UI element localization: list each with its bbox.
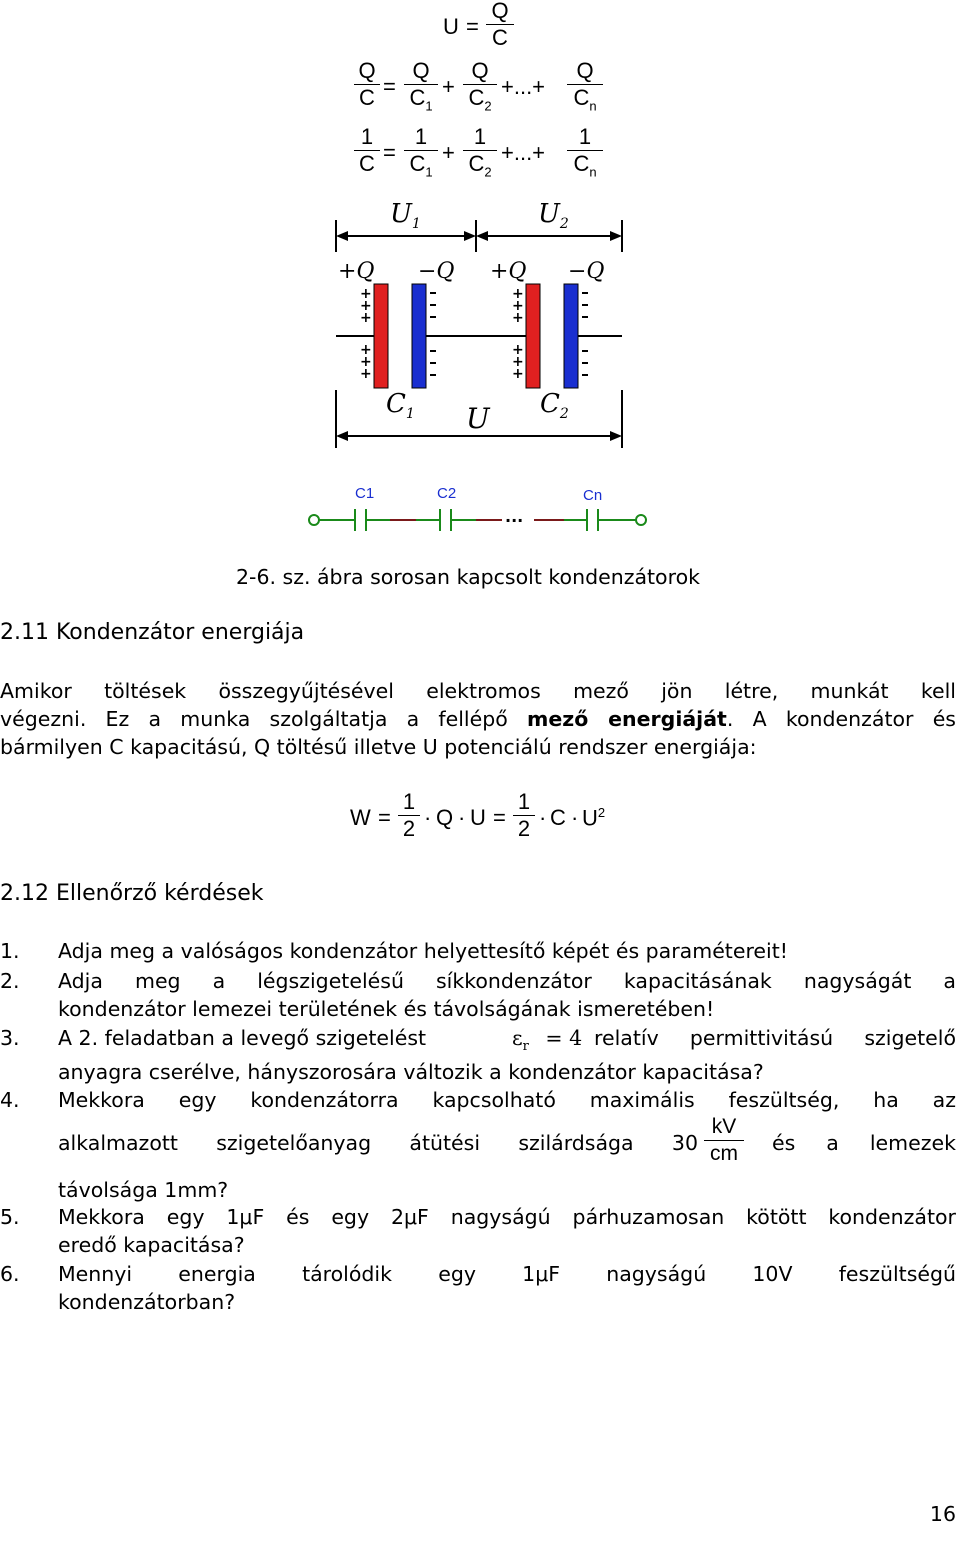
question-3: [0, 1024, 960, 1088]
equals-sign: =: [466, 14, 479, 39]
question-text: anyagra cserélve, hányszorosára változik a kondenzátor kapacitása?: [58, 1060, 764, 1084]
equals-sign: =: [383, 74, 396, 99]
question-number: 3.: [0, 1026, 20, 1050]
question-text: távolsága 1mm?: [58, 1178, 229, 1202]
fraction-numerator: 1: [473, 124, 487, 149]
plus-sign: +: [442, 140, 455, 165]
capacitor-c2-positive-plate: [526, 284, 540, 388]
paragraph-line: bármilyen C kapacitású, Q töltésű illetve U potenciálú rendszer energiája:: [0, 735, 757, 759]
fraction-numerator: 1: [402, 789, 416, 814]
paragraph-line: végezni. Ez a munka szolgáltatja a fellépő mező energiáját. A kondenzátor és: [0, 707, 956, 731]
fraction-denominator: 2: [402, 816, 416, 841]
svg-text:+: +: [360, 298, 372, 314]
fraction-numerator: 1: [517, 789, 531, 814]
fraction-half: [513, 789, 535, 842]
formula-u: U: [470, 805, 486, 830]
question-text: Mennyi energia tárolódik egy 1μF nagyságú 10V feszültségű: [58, 1262, 956, 1286]
section-title-questions: 2.12 Ellenőrző kérdések: [0, 881, 264, 906]
formula-u-squared: $U^2$: [582, 805, 606, 831]
capacitor-c1-negative-plate: [412, 284, 426, 388]
question-1: [0, 937, 960, 965]
dot-operator: ·: [458, 805, 466, 830]
question-text: kondenzátorban?: [58, 1290, 236, 1314]
formula-u-lhs: U: [443, 14, 459, 39]
question-text: Adja meg a valóságos kondenzátor helyettesítő képét és paramétereit!: [58, 939, 788, 963]
svg-text:+: +: [512, 286, 524, 302]
fraction-c1: [404, 124, 438, 185]
fraction-cn: [567, 124, 603, 185]
fraction-c1: [404, 58, 438, 119]
question-number: 4.: [0, 1088, 20, 1112]
svg-text:+: +: [512, 354, 524, 370]
fraction-numerator: Q: [471, 58, 489, 83]
dot-operator: ·: [571, 805, 579, 830]
fraction-c2: [463, 58, 497, 119]
dimension-arrows-top: [336, 220, 622, 252]
fraction-denominator: C: [492, 25, 508, 50]
capacitor-c1-positive-plate: [374, 284, 388, 388]
fraction-numerator: 1: [414, 124, 428, 149]
question-text: alkalmazott szigetelőanyag átütési szilárdsága 30: [58, 1131, 698, 1155]
fraction-denominator: $C_1$: [409, 151, 433, 180]
formula-u-fraction: [486, 0, 514, 51]
dot-operator: ·: [424, 805, 432, 830]
question-5: [0, 1203, 960, 1259]
fraction-numerator: Q: [491, 0, 509, 23]
fraction-denominator: 2: [517, 816, 531, 841]
question-text: eredő kapacitása?: [58, 1233, 245, 1257]
fraction-lhs: [354, 58, 380, 111]
formula-c: C: [550, 805, 566, 830]
epsilon-r-expression: $\varepsilon_r = 4$: [512, 1026, 583, 1055]
paragraph-line: Amikor töltések összegyűjtésével elektromos mező jön létre, munkát kell: [0, 679, 956, 703]
charge-label-c1-neg: −Q: [418, 259, 455, 284]
fraction-numerator: 1: [360, 124, 374, 149]
fraction-numerator: Q: [576, 58, 594, 83]
question-text: A 2. feladatban a levegő szigetelést: [58, 1026, 427, 1050]
schematic-label-c2: C2: [437, 485, 457, 502]
question-number: 5.: [0, 1205, 20, 1229]
fraction-lhs: [354, 124, 380, 177]
capacitor-c2-negative-plate: [564, 284, 578, 388]
question-text: Mekkora egy 1μF és egy 2μF nagyságú párhuzamosan kötött kondenzátor: [58, 1205, 956, 1229]
charge-label-c2-pos: +Q: [490, 259, 527, 284]
svg-text:+: +: [360, 310, 372, 326]
equals-sign: =: [493, 805, 506, 830]
formula-w: W: [350, 805, 371, 830]
label-u1: $U_1$: [390, 199, 421, 232]
question-text: Adja meg a légszigetelésű síkkondenzátor kapacitásának nagyságát a: [58, 969, 956, 993]
schematic-label-c1: C1: [355, 485, 375, 502]
fraction-denominator: $C_1$: [409, 85, 433, 114]
fraction-numerator: Q: [412, 58, 430, 83]
svg-text:+: +: [360, 354, 372, 370]
schematic-dots: ...: [505, 507, 524, 526]
series-schematic: [300, 478, 660, 538]
question-number: 2.: [0, 969, 20, 993]
charge-label-c2-neg: −Q: [568, 259, 605, 284]
svg-text:+: +: [360, 366, 372, 382]
svg-text:+: +: [512, 366, 524, 382]
svg-text:+: +: [512, 298, 524, 314]
fraction-numerator: Q: [358, 58, 376, 83]
plus-sign: +: [442, 74, 455, 99]
fraction-numerator: 1: [578, 124, 592, 149]
question-text: kondenzátor lemezei területének és távolságának ismeretében!: [58, 997, 715, 1021]
formula-q: Q: [436, 805, 454, 830]
fraction-denominator: C: [359, 85, 375, 110]
fraction-denominator: $C_n$: [573, 85, 597, 114]
question-number: 6.: [0, 1262, 20, 1286]
series-capacitor-figure: [300, 190, 660, 455]
question-6: [0, 1260, 960, 1316]
label-c2: $C_2$: [540, 389, 569, 422]
question-text: és a lemezek: [772, 1131, 956, 1155]
unit-fraction-kv-per-cm: [704, 1114, 744, 1167]
fraction-half: [398, 789, 420, 842]
fraction-denominator: cm: [710, 1142, 738, 1165]
svg-text:+: +: [512, 310, 524, 326]
svg-text:+: +: [360, 342, 372, 358]
dot-operator: ·: [539, 805, 547, 830]
charge-label-c1-pos: +Q: [338, 259, 375, 284]
bold-term: mező energiáját: [527, 707, 727, 731]
question-4: [0, 1086, 960, 1206]
figure-caption: 2-6. sz. ábra sorosan kapcsolt kondenzátorok: [236, 565, 700, 589]
question-text: relatív permittivitású szigetelő: [594, 1026, 956, 1050]
fraction-numerator: kV: [711, 1115, 737, 1138]
fraction-denominator: $C_n$: [573, 151, 597, 180]
fraction-cn: [567, 58, 603, 119]
schematic-label-cn: Cn: [583, 487, 603, 504]
equals-sign: =: [383, 140, 396, 165]
fraction-denominator: $C_2$: [468, 151, 492, 180]
question-number: 1.: [0, 939, 20, 963]
svg-text:+: +: [512, 342, 524, 358]
equals-sign: =: [378, 805, 391, 830]
section-title-energy: 2.11 Kondenzátor energiája: [0, 620, 305, 645]
svg-text:+: +: [360, 286, 372, 302]
fraction-c2: [463, 124, 497, 185]
label-u2: $U_2$: [538, 199, 569, 232]
label-u-total: U: [466, 402, 490, 435]
label-c1: $C_1$: [386, 389, 415, 422]
ellipsis-sum: +...+: [501, 140, 546, 165]
ellipsis-sum: +...+: [501, 74, 546, 99]
page-number: 16: [929, 1502, 956, 1526]
question-2: [0, 967, 960, 1023]
question-text: Mekkora egy kondenzátorra kapcsolható maximális feszültség, ha az: [58, 1088, 956, 1112]
fraction-denominator: C: [359, 151, 375, 176]
fraction-denominator: $C_2$: [468, 85, 492, 114]
